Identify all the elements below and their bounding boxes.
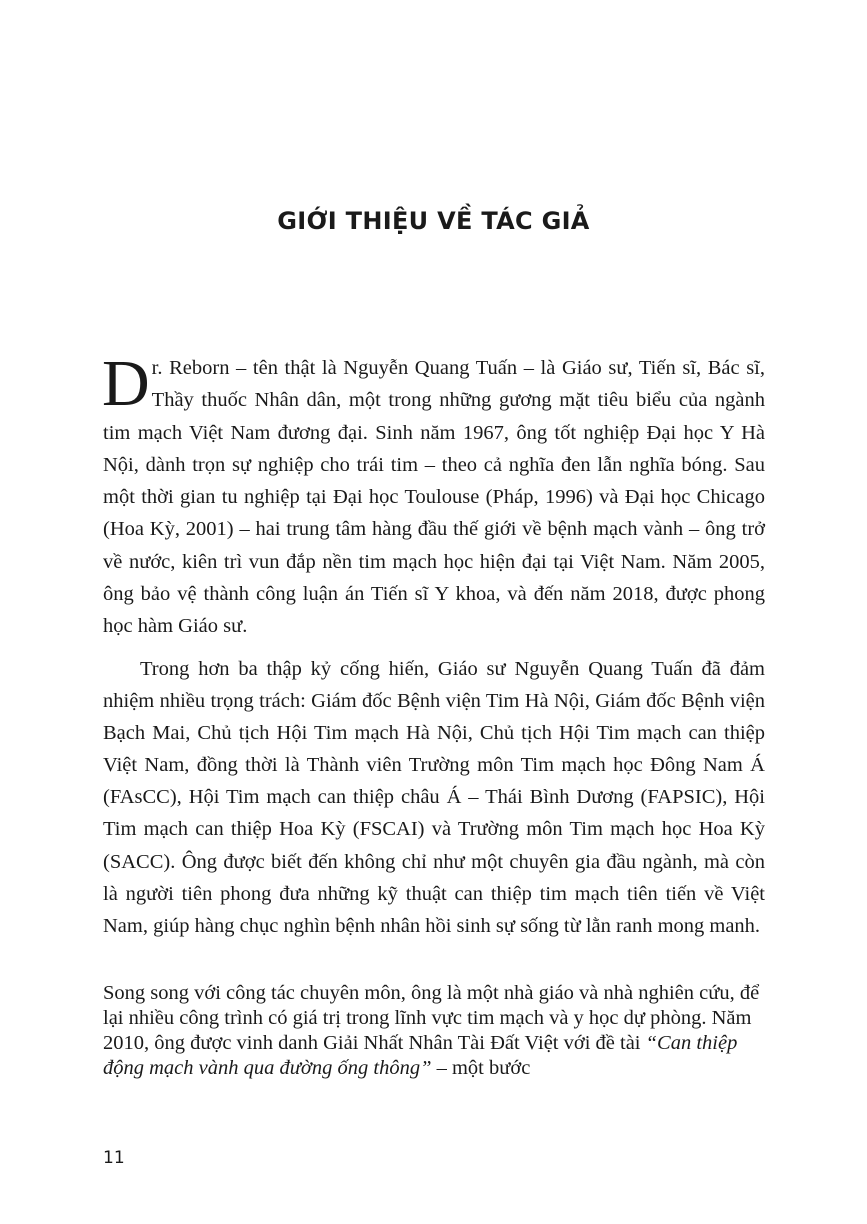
paragraph-career: Trong hơn ba thập kỷ cống hiến, Giáo sư Nguyễn Quang Tuấn đã đảm nhiệm nhiều trọng trách: Giám đốc Bệnh viện Tim Hà Nội, Giám đốc Bệnh viện Bạch Mai, Chủ tịch Hội Tim mạch Hà Nội, Chủ tịch Hội Tim mạch can thiệp Việt Nam, đồng thời là Thành viên Trường môn Tim mạch học Đông Nam Á (FAsCC), Hội Tim mạch can thiệp châu Á – Thái Bình Dương (FAPSIC), Hội Tim mạch can thiệp Hoa Kỳ (FSCAI) và Trường môn Tim mạch học Hoa Kỳ (SACC). Ông được biết đến không chỉ như một chuyên gia đầu ngành, mà còn là người tiên phong đưa những kỹ thuật can thiệp tim mạch tiên tiến về Việt Nam, giúp hàng chục nghìn bệnh nhân hồi sinh sự sống từ lằn ranh mong manh. [103,658,765,937]
paragraph-research [103,981,765,1081]
paragraph-research-text-end: – một bước [431,1057,531,1079]
paragraph-intro-text: r. Reborn – tên thật là Nguyễn Quang Tuấn – là Giáo sư, Tiến sĩ, Bác sĩ, Thầy thuốc Nhân dân, một trong những gương mặt tiêu biểu của ngành tim mạch Việt Nam đương đại. Sinh năm 1967, ông tốt nghiệp Đại học Y Hà Nội, dành trọn sự nghiệp cho trái tim – theo cả nghĩa đen lẫn nghĩa bóng. Sau một thời gian tu nghiệp tại Đại học Toulouse (Pháp, 1996) và Đại học Chicago (Hoa Kỳ, 2001) – hai trung tâm hàng đầu thế giới về bệnh mạch vành – ông trở về nước, kiên trì vun đắp nền tim mạch học hiện đại tại Việt Nam. Năm 2005, ông bảo vệ thành công luận án Tiến sĩ Y khoa, và đến năm 2018, được phong học hàm Giáo sư. [103,357,765,638]
chapter-title: GIỚI THIỆU VỀ TÁC GIẢ [277,207,590,235]
paragraph-research-italic-title: “Can thiệp động mạch vành qua đường ống thông” [103,1032,738,1079]
paragraph-research-text: Song song với công tác chuyên môn, ông là một nhà giáo và nhà nghiên cứu, để lại nhiều công trình có giá trị trong lĩnh vực tim mạch và y học dự phòng. Năm 2010, ông được vinh danh Giải Nhất Nhân Tài Đất Việt với đề tài [103,982,760,1054]
drop-cap-letter: D [102,347,150,420]
paragraph-intro [102,347,765,643]
page-number: 11 [103,1148,125,1168]
